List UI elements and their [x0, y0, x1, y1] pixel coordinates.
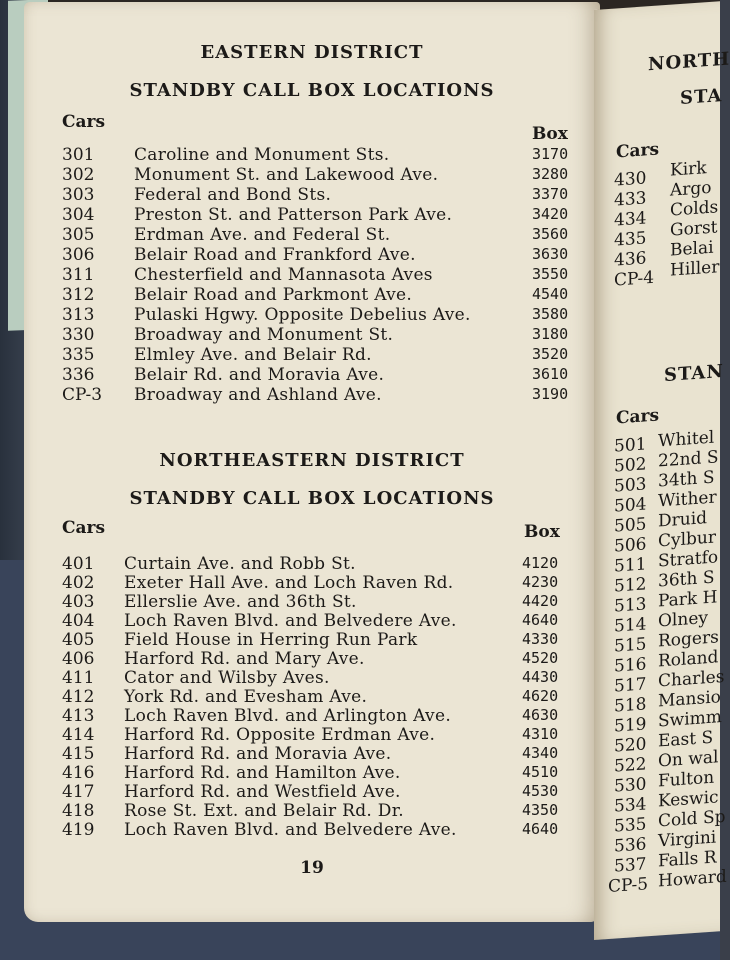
box-number: 4330: [522, 630, 559, 648]
table-row: [62, 668, 572, 687]
right-row-car: 537: [614, 854, 647, 877]
car-number: 305: [62, 225, 95, 245]
car-number: 403: [62, 592, 95, 612]
car-number: 416: [62, 763, 95, 783]
table-row: [62, 305, 572, 324]
box-number: 3580: [532, 305, 569, 323]
right-row-text: Park H: [658, 587, 718, 612]
right-row-text: Gorst: [670, 217, 718, 241]
table-row: [62, 630, 572, 649]
location: Belair Road and Frankford Ave.: [134, 245, 416, 265]
table-row: [62, 573, 572, 592]
table-row: [62, 649, 572, 668]
box-number: 4350: [522, 801, 559, 819]
location: Preston St. and Patterson Park Ave.: [134, 205, 453, 225]
right-row-text: Keswic: [658, 787, 719, 812]
location: Exeter Hall Ave. and Loch Raven Rd.: [124, 573, 454, 593]
right-row-car: 433: [614, 188, 647, 211]
location: York Rd. and Evesham Ave.: [124, 687, 368, 707]
right-row-car: 522: [614, 754, 647, 777]
car-number: 330: [62, 325, 95, 345]
location: Broadway and Ashland Ave.: [134, 385, 382, 405]
right-row-car: 530: [614, 774, 647, 797]
car-number: 336: [62, 365, 95, 385]
location: Caroline and Monument Sts.: [134, 145, 390, 165]
table-row: [62, 782, 572, 801]
car-number: 415: [62, 744, 95, 764]
right-row-car: 514: [614, 614, 647, 637]
location: Federal and Bond Sts.: [134, 185, 332, 205]
right-row-text: Argo: [670, 177, 712, 201]
right-row-car: 436: [614, 248, 647, 271]
car-number: 417: [62, 782, 95, 802]
location: Belair Road and Parkmont Ave.: [134, 285, 413, 305]
right-row-car: 512: [614, 574, 647, 597]
location: Elmley Ave. and Belair Rd.: [134, 345, 372, 365]
right-row-text: Belai: [670, 237, 714, 261]
box-number: 4420: [522, 592, 559, 610]
box-number: 4620: [522, 687, 559, 705]
box-number: 3630: [532, 245, 569, 263]
table-row: [62, 245, 572, 264]
location: Cator and Wilsby Aves.: [124, 668, 330, 688]
right-row-text: 34th S: [658, 467, 715, 492]
table-row: [62, 725, 572, 744]
location: Chesterfield and Mannasota Aves: [134, 265, 433, 285]
box-number: 3420: [532, 205, 569, 223]
table-row: [62, 744, 572, 763]
box-number: 3280: [532, 165, 569, 183]
location: Erdman Ave. and Federal St.: [134, 225, 391, 245]
location: Loch Raven Blvd. and Arlington Ave.: [124, 706, 452, 726]
right-row-car: 535: [614, 814, 647, 837]
right-row-text: Wither: [658, 487, 717, 512]
table-row: [62, 185, 572, 204]
right-row-car: 430: [614, 168, 647, 191]
car-number: 306: [62, 245, 95, 265]
left-page: [24, 2, 600, 922]
right-row-text: Hiller: [670, 257, 720, 281]
box-number: 3550: [532, 265, 569, 283]
box-number: 4630: [522, 706, 559, 724]
eastern-box-header: Box: [532, 124, 568, 144]
location: Loch Raven Blvd. and Belvedere Ave.: [124, 820, 457, 840]
table-row: [62, 611, 572, 630]
right-row-car: 503: [614, 474, 647, 497]
right-row-text: Swimm: [658, 707, 722, 732]
car-number: 313: [62, 305, 95, 325]
right-row-text: Falls R: [658, 847, 717, 872]
right-row-car: CP-5: [608, 874, 649, 898]
right-row-car: 534: [614, 794, 647, 817]
right-row-text: Druid: [658, 508, 708, 532]
box-number: 3560: [532, 225, 569, 243]
right-row-car: 536: [614, 834, 647, 857]
northeastern-box-header: Box: [524, 522, 560, 542]
right-row-text: Olney: [658, 608, 708, 632]
car-number: 401: [62, 554, 95, 574]
right-row-text: On wal: [658, 747, 719, 772]
car-number: CP-3: [62, 385, 103, 405]
box-number: 4340: [522, 744, 559, 762]
right-row-car: 434: [614, 208, 647, 231]
car-number: 301: [62, 145, 95, 165]
right-row-text: Howard: [658, 866, 727, 892]
table-row: [62, 225, 572, 244]
right-cars-header-2: Cars: [616, 405, 660, 429]
box-number: 4540: [532, 285, 569, 303]
location: Harford Rd. and Mary Ave.: [124, 649, 365, 669]
table-row: [62, 592, 572, 611]
table-row: [62, 205, 572, 224]
table-row: [62, 145, 572, 164]
car-number: 418: [62, 801, 95, 821]
location: Loch Raven Blvd. and Belvedere Ave.: [124, 611, 457, 631]
car-number: 311: [62, 265, 95, 285]
right-row-text: Whitel: [658, 427, 715, 452]
right-row-text: Fulton: [658, 767, 715, 792]
location: Harford Rd. Opposite Erdman Ave.: [124, 725, 436, 745]
location: Belair Rd. and Moravia Ave.: [134, 365, 385, 385]
table-row: [62, 385, 572, 404]
box-number: 4120: [522, 554, 559, 572]
right-row-car: 505: [614, 514, 647, 537]
northeastern-district-title: NORTHEASTERN DISTRICT: [159, 450, 465, 471]
right-row-text: East S: [658, 727, 714, 752]
right-page: [594, 1, 730, 940]
right-row-car: 516: [614, 654, 647, 677]
box-number: 3520: [532, 345, 569, 363]
right-row-text: Kirk: [670, 158, 707, 181]
eastern-cars-header: Cars: [62, 112, 106, 132]
car-number: 304: [62, 205, 95, 225]
right-row-car: 502: [614, 454, 647, 477]
box-number: 4640: [522, 611, 559, 629]
car-number: 335: [62, 345, 95, 365]
location: Broadway and Monument St.: [134, 325, 394, 345]
table-row: [62, 285, 572, 304]
table-row: [62, 801, 572, 820]
right-row-car: 520: [614, 734, 647, 757]
location: Pulaski Hgwy. Opposite Debelius Ave.: [134, 305, 471, 325]
table-row: [62, 820, 572, 839]
right-row-car: 517: [614, 674, 647, 697]
car-number: 414: [62, 725, 95, 745]
box-number: 3370: [532, 185, 569, 203]
car-number: 302: [62, 165, 95, 185]
box-number: 4640: [522, 820, 559, 838]
table-row: [62, 165, 572, 184]
car-number: 413: [62, 706, 95, 726]
right-row-car: 513: [614, 594, 647, 617]
table-row: [62, 345, 572, 364]
right-row-text: Stratfo: [658, 547, 719, 572]
box-number: 4510: [522, 763, 559, 781]
location: Rose St. Ext. and Belair Rd. Dr.: [124, 801, 404, 821]
table-row: [62, 325, 572, 344]
right-row-text: 36th S: [658, 567, 715, 592]
car-number: 419: [62, 820, 95, 840]
right-page-subheading-2: STAN: [664, 360, 724, 387]
right-row-text: Virgini: [658, 827, 717, 852]
table-row: [62, 554, 572, 573]
right-row-car: 501: [614, 434, 647, 457]
right-row-car: 519: [614, 714, 647, 737]
table-row: [62, 265, 572, 284]
right-row-text: Cylbur: [658, 527, 717, 552]
location: Ellerslie Ave. and 36th St.: [124, 592, 357, 612]
right-row-text: Charles: [658, 666, 725, 692]
eastern-district-title: EASTERN DISTRICT: [200, 42, 424, 63]
location: Field House in Herring Run Park: [124, 630, 418, 650]
table-row: [62, 365, 572, 384]
right-row-text: Rogers: [658, 627, 719, 652]
eastern-section-subtitle: STANDBY CALL BOX LOCATIONS: [129, 80, 495, 101]
car-number: 411: [62, 668, 95, 688]
car-number: 406: [62, 649, 95, 669]
car-number: 402: [62, 573, 95, 593]
right-row-text: Mansio: [658, 687, 721, 712]
location: Harford Rd. and Moravia Ave.: [124, 744, 392, 764]
box-number: 4530: [522, 782, 559, 800]
right-page-subheading: STA: [680, 85, 723, 109]
right-row-car: CP-4: [614, 267, 655, 291]
right-row-car: 504: [614, 494, 647, 517]
car-number: 412: [62, 687, 95, 707]
location: Harford Rd. and Hamilton Ave.: [124, 763, 401, 783]
box-number: 4230: [522, 573, 559, 591]
box-number: 3190: [532, 385, 569, 403]
right-row-car: 506: [614, 534, 647, 557]
box-number: 4430: [522, 668, 559, 686]
box-number: 3170: [532, 145, 569, 163]
location: Monument St. and Lakewood Ave.: [134, 165, 439, 185]
box-number: 3180: [532, 325, 569, 343]
table-row: [62, 687, 572, 706]
right-row-text: Colds: [670, 197, 719, 221]
car-number: 404: [62, 611, 95, 631]
box-number: 4310: [522, 725, 559, 743]
right-row-car: 435: [614, 228, 647, 251]
car-number: 303: [62, 185, 95, 205]
location: Harford Rd. and Westfield Ave.: [124, 782, 401, 802]
car-number: 405: [62, 630, 95, 650]
right-row-text: Roland: [658, 647, 719, 672]
northeastern-section-subtitle: STANDBY CALL BOX LOCATIONS: [129, 488, 495, 509]
right-row-car: 515: [614, 634, 647, 657]
right-row-text: Cold Sp: [658, 806, 726, 832]
right-row-text: 22nd S: [658, 447, 719, 472]
box-number: 3610: [532, 365, 569, 383]
right-page-heading: NORTH: [648, 48, 730, 76]
right-row-car: 511: [614, 554, 647, 577]
box-number: 4520: [522, 649, 559, 667]
page-number: 19: [300, 858, 324, 878]
car-number: 312: [62, 285, 95, 305]
table-row: [62, 763, 572, 782]
northeastern-cars-header: Cars: [62, 518, 106, 538]
table-row: [62, 706, 572, 725]
location: Curtain Ave. and Robb St.: [124, 554, 356, 574]
right-cars-header: Cars: [616, 139, 660, 163]
right-row-car: 518: [614, 694, 647, 717]
